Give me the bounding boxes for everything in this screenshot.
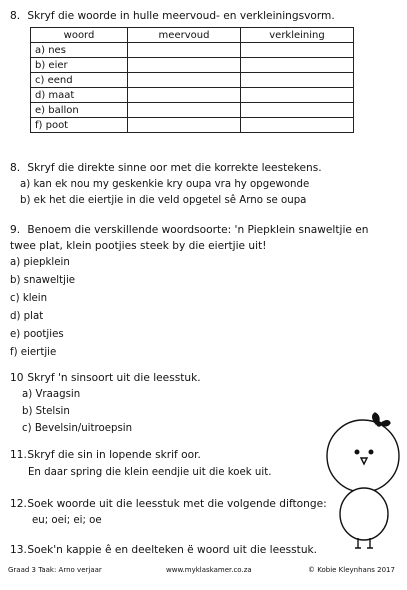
- question-9: [10, 222, 369, 238]
- question-10: [10, 370, 201, 386]
- diminutive-answer-cell[interactable]: [241, 118, 354, 133]
- question-number: 9.: [10, 224, 21, 236]
- question-text: Benoem die verskillende woordsoorte: 'n Piepklein snaweltjie en: [27, 224, 369, 236]
- question-11: [10, 447, 201, 463]
- table-row: [31, 118, 354, 133]
- question-number: 13.: [10, 544, 27, 556]
- plural-answer-cell[interactable]: [128, 73, 241, 88]
- question-text: Soek woorde uit die leesstuk met die volgende diftonge:: [27, 498, 327, 510]
- list-item: a) kan ek nou my geskenkie kry oupa vra hy opgewonde: [20, 179, 310, 190]
- list-item: b) ek het die eiertjie in die veld opgetel sê Arno se oupa: [20, 195, 307, 206]
- list-item: d) plat: [10, 311, 44, 322]
- word-cell: e) ballon: [31, 103, 128, 118]
- diminutive-answer-cell[interactable]: [241, 73, 354, 88]
- list-item: b) Stelsin: [22, 406, 70, 417]
- table-row: [31, 103, 354, 118]
- list-item: f) eiertjie: [10, 347, 57, 358]
- word-cell: b) eier: [31, 58, 128, 73]
- chick-illustration: [322, 410, 404, 555]
- diminutive-answer-cell[interactable]: [241, 43, 354, 58]
- question-number: 8.: [10, 10, 21, 22]
- plural-answer-cell[interactable]: [128, 58, 241, 73]
- question-text: Skryf die sin in lopende skrif oor.: [27, 449, 201, 461]
- diminutive-answer-cell[interactable]: [241, 103, 354, 118]
- plural-answer-cell[interactable]: [128, 88, 241, 103]
- question-8-words: [10, 8, 335, 24]
- question-9-line-2: twee plat, klein pootjies steek by die eiertjie uit!: [10, 240, 267, 252]
- table-row: [31, 58, 354, 73]
- word-cell: a) nes: [31, 43, 128, 58]
- table-row: [31, 43, 354, 58]
- diminutive-answer-cell[interactable]: [241, 58, 354, 73]
- question-number: 8.: [10, 162, 21, 174]
- question-text: Skryf die direkte sinne oor met die korrekte leestekens.: [27, 162, 322, 174]
- list-item: b) snaweltjie: [10, 275, 76, 286]
- plural-answer-cell[interactable]: [128, 118, 241, 133]
- col-header-meervoud: meervoud: [128, 28, 241, 43]
- plural-answer-cell[interactable]: [128, 43, 241, 58]
- question-12: [10, 496, 327, 512]
- list-item: e) pootjies: [10, 329, 64, 340]
- question-number: 10: [10, 372, 24, 384]
- footer-task-title: Graad 3 Taak: Arno verjaar: [8, 566, 102, 574]
- list-item: c) klein: [10, 293, 48, 304]
- list-item: a) Vraagsin: [22, 389, 81, 400]
- question-8-punctuation: [10, 160, 322, 176]
- question-number: 12.: [10, 498, 27, 510]
- col-header-woord: woord: [31, 28, 128, 43]
- footer-copyright: © Kobie Kleynhans 2017: [308, 566, 395, 574]
- question-text: Skryf die woorde in hulle meervoud- en verkleiningsvorm.: [27, 10, 335, 22]
- question-number: 11.: [10, 449, 27, 461]
- col-header-verkleining: verkleining: [241, 28, 354, 43]
- list-item: a) piepklein: [10, 257, 70, 268]
- table-header-row: [31, 28, 354, 43]
- question-text: Skryf 'n sinsoort uit die leesstuk.: [27, 372, 201, 384]
- list-item: c) Bevelsin/uitroepsin: [22, 423, 133, 434]
- word-cell: c) eend: [31, 73, 128, 88]
- table-row: [31, 88, 354, 103]
- question-13: [10, 542, 317, 558]
- footer-website: www.myklaskamer.co.za: [166, 566, 252, 574]
- word-forms-table: [30, 27, 354, 133]
- question-text: Soek'n kappie ê en deelteken ë woord uit die leesstuk.: [27, 544, 318, 556]
- diminutive-answer-cell[interactable]: [241, 88, 354, 103]
- word-cell: f) poot: [31, 118, 128, 133]
- table-row: [31, 73, 354, 88]
- sentence-to-copy: En daar spring die klein eendjie uit die koek uit.: [28, 467, 272, 478]
- diphthong-list: eu; oei; ei; oe: [32, 515, 102, 526]
- plural-answer-cell[interactable]: [128, 103, 241, 118]
- word-cell: d) maat: [31, 88, 128, 103]
